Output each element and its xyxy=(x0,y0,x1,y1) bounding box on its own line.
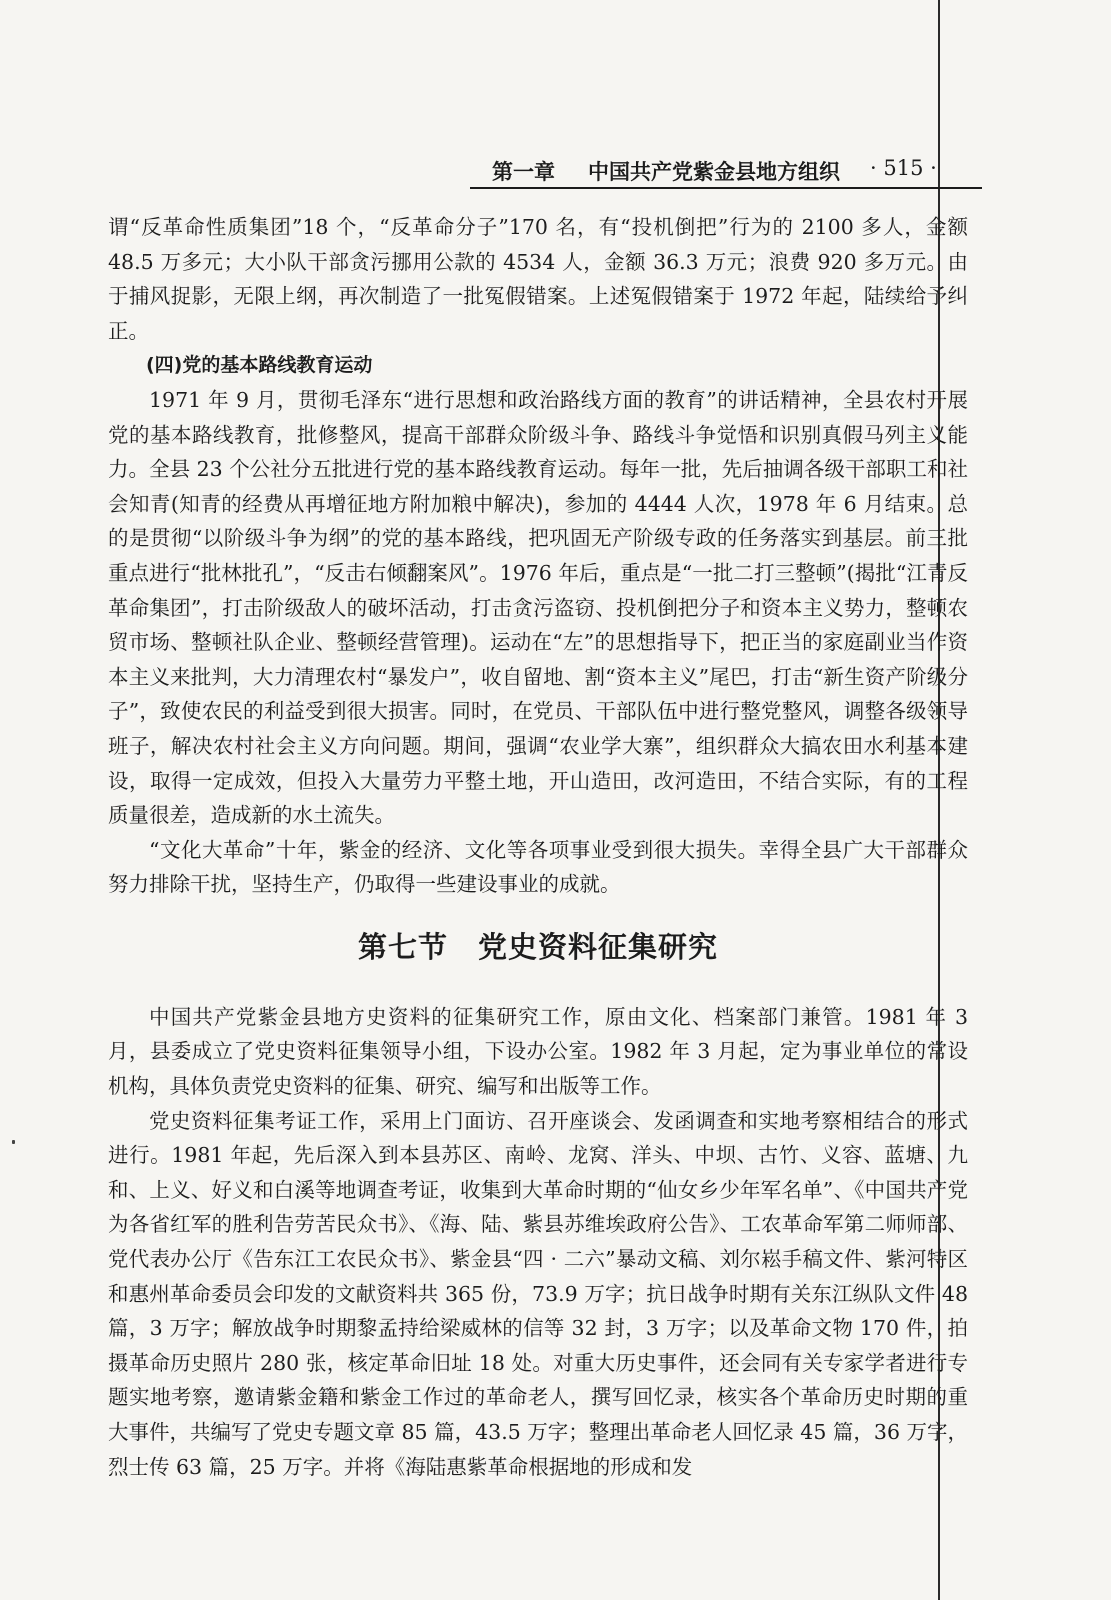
header-rule xyxy=(470,187,982,189)
paragraph: 中国共产党紫金县地方史资料的征集研究工作，原由文化、档案部门兼管。1981 年 3 月，县委成立了党史资料征集领导小组，下设办公室。1982 年 3 月起，定为事业单位的常设机构，具体负责党史资料的征集、研究、编写和出版等工作。 xyxy=(108,1004,968,1099)
chapter-title: 中国共产党紫金县地方组织 xyxy=(588,160,840,184)
section-title: 第七节 党史资料征集研究 xyxy=(357,929,718,964)
chapter-label: 第一章 xyxy=(492,160,555,184)
subheading: (四)党的基本路线教育运动 xyxy=(146,354,373,377)
paragraph: 1971 年 9 月，贯彻毛泽东“进行思想和政治路线方面的教育”的讲话精神，全县农村开展党的基本路线教育，批修整风，提高干部群众阶级斗争、路线斗争觉悟和识别真假马列主义能力。全县 23 个公社分五批进行党的基本路线教育运动。每年一批，先后抽调各级干部职工和社会知青(知青的经费从再增征地方附加粮中解决)，参加的 4444 人次，1978 年 6 月结束。总的是贯彻“以阶级斗争为纲”的党的基本路线，把巩固无产阶级专政的任务落实到基层。前三批重点进行“批林批孔”，“反击右倾翻案风”。1976 年后，重点是“一批二打三整顿”(揭批“江青反革命集团”，打击阶级敌人的破坏活动，打击贪污盗窃、投机倒把分子和资本主义势力，整顿农贸市场、整顿社队企业、整顿经营管理)。运动在“左”的思想指导下，把正当的家庭副业当作资本主义来批判，大力清理农村“暴发户”，收自留地、割“资本主义”尾巴，打击“新生资产阶级分子”，致使农民的利益受到很大损害。同时，在党员、干部队伍中进行整党整风，调整各级领导班子，解决农村社会主义方向问题。期间，强调“农业学大寨”，组织群众大搞农田水利基本建设，取得一定成效，但投入大量劳力平整土地，开山造田，改河造田，不结合实际，有的工程质量很差，造成新的水土流失。 xyxy=(108,387,968,828)
paragraph: “文化大革命”十年，紫金的经济、文化等各项事业受到很大损失。幸得全县广大干部群众努力排除干扰，坚持生产，仍取得一些建设事业的成就。 xyxy=(108,837,968,897)
scan-speck xyxy=(12,1140,15,1144)
running-header xyxy=(470,152,980,188)
page-number: · 515 · xyxy=(870,156,937,180)
paragraph-continued: 谓“反革命性质集团”18 个，“反革命分子”170 名，有“投机倒把”行为的 2100 多人，金额 48.5 万多元；大小队干部贪污挪用公款的 4534 人，金额 36.3 万元；浪费 920 多万元。由于捕风捉影，无限上纲，再次制造了一批冤假错案。上述冤假错案于 1972 年起，陆续给予纠正。 xyxy=(108,215,968,343)
paragraph: 党史资料征集考证工作，采用上门面访、召开座谈会、发函调查和实地考察相结合的形式进行。1981 年起，先后深入到本县苏区、南岭、龙窝、洋头、中坝、古竹、义容、蓝塘、九和、上义、好义和白溪等地调查考证，收集到大革命时期的“仙女乡少年军名单”、《中国共产党为各省红军的胜利告劳苦民众书》、《海、陆、紫县苏维埃政府公告》、工农革命军第二师师部、党代表办公厅《告东江工农民众书》、紫金县“四 · 二六”暴动文稿、刘尔崧手稿文件、紫河特区和惠州革命委员会印发的文献资料共 365 份，73.9 万字；抗日战争时期有关东江纵队文件 48 篇，3 万字；解放战争时期黎孟持给梁威林的信等 32 封，3 万字；以及革命文物 170 件，拍摄革命历史照片 280 张，核定革命旧址 18 处。对重大历史事件，还会同有关专家学者进行专题实地考察，邀请紫金籍和紫金工作过的革命老人，撰写回忆录，核实各个革命历史时期的重大事件，共编写了党史专题文章 85 篇，43.5 万字；整理出革命老人回忆录 45 篇，36 万字，烈士传 63 篇，25 万字。并将《海陆惠紫革命根据地的形成和发 xyxy=(108,1108,968,1479)
body-text xyxy=(108,210,968,1484)
